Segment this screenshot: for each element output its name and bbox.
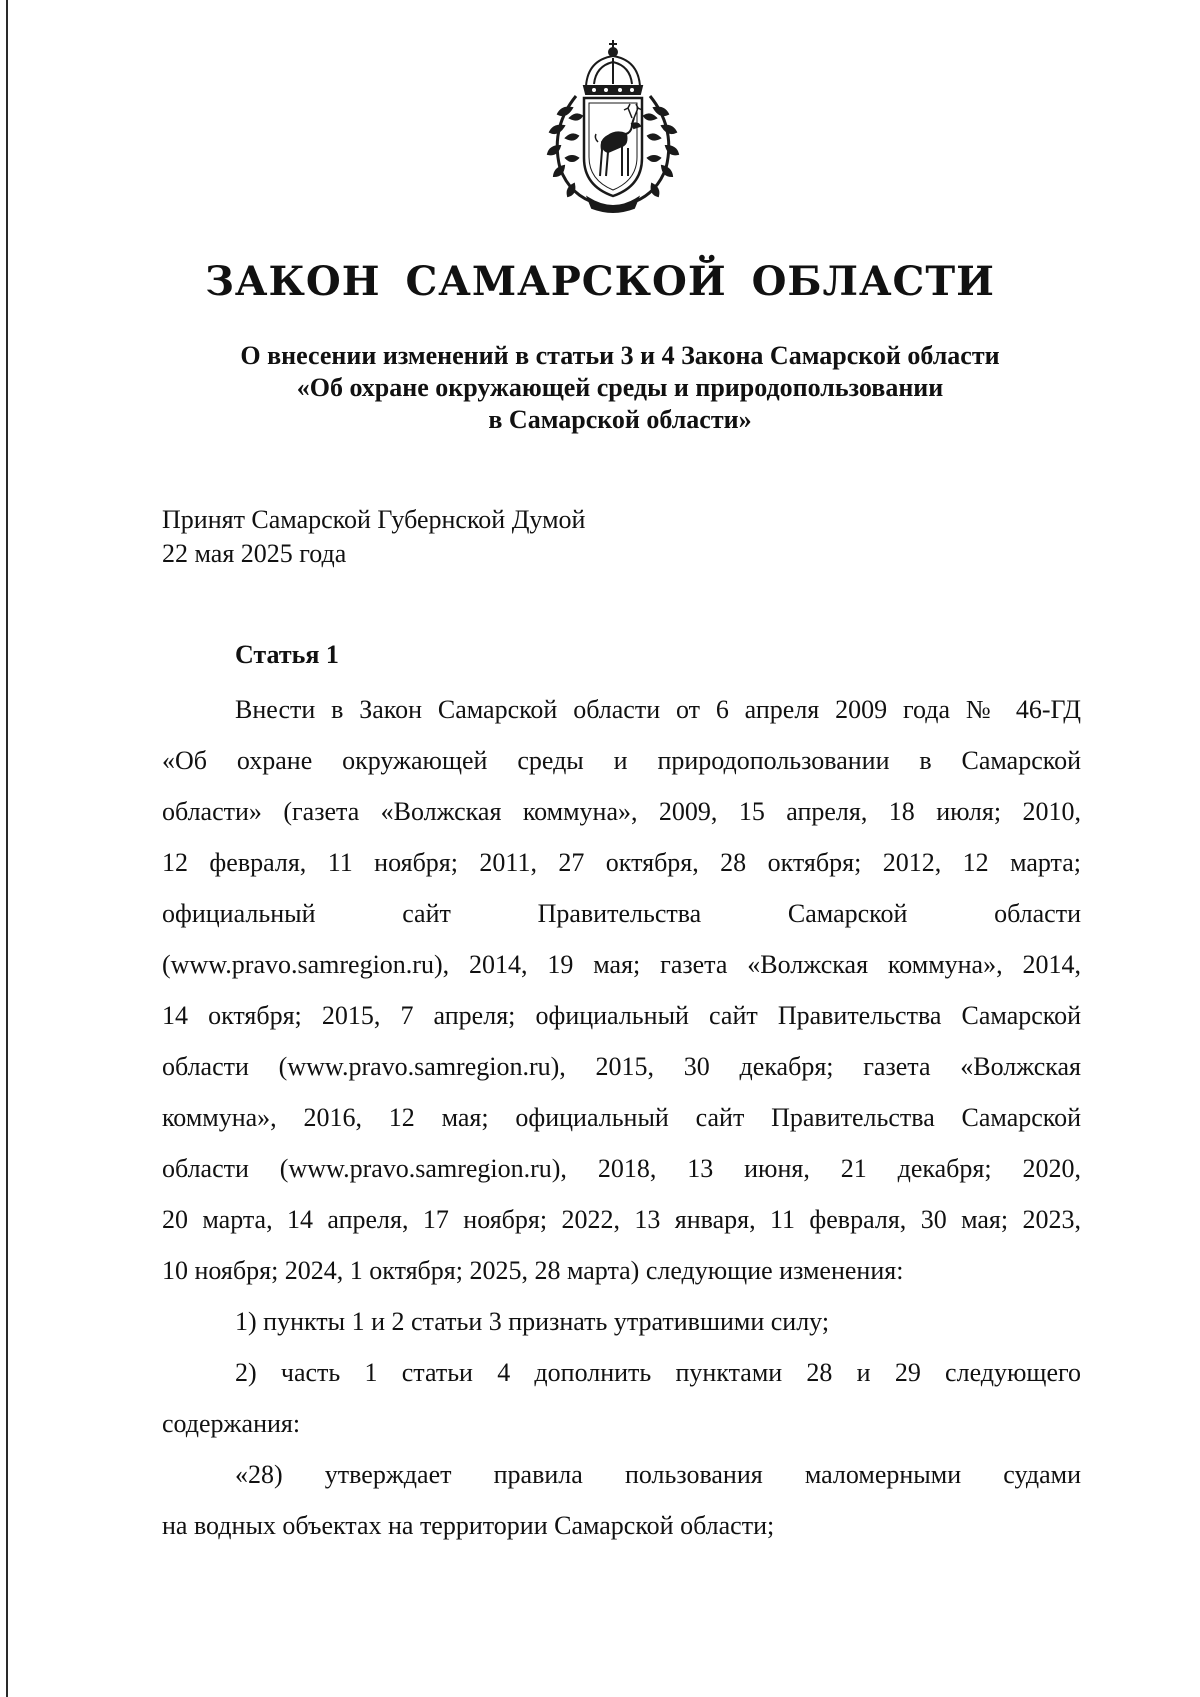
quoted-item: «28) утверждает правила пользования маломерными судами: [235, 1460, 1081, 1489]
scan-page-edge: [6, 0, 8, 1697]
samara-coat-of-arms-emblem: [536, 38, 690, 214]
list-item: 1) пункты 1 и 2 статьи 3 признать утратившими силу;: [235, 1307, 830, 1336]
subtitle-line: в Самарской области»: [488, 405, 752, 434]
adoption-body: Принят Самарской Губернской Думой: [162, 505, 586, 534]
article-heading: Статья 1: [235, 640, 339, 669]
body-line: (www.pravo.samregion.ru), 2014, 19 мая; газета «Волжская коммуна», 2014,: [162, 950, 1081, 979]
law-subtitle: [160, 340, 1080, 436]
body-line: официальный сайт Правительства Самарской области: [162, 899, 1081, 928]
body-line: содержания:: [162, 1409, 301, 1438]
body-line: 12 февраля, 11 ноября; 2011, 27 октября, 28 октября; 2012, 12 марта;: [162, 848, 1081, 877]
body-line: Внести в Закон Самарской области от 6 апреля 2009 года № 46-ГД: [235, 695, 1081, 724]
list-item: 2) часть 1 статьи 4 дополнить пунктами 28 и 29 следующего: [235, 1358, 1081, 1387]
body-line: 14 октября; 2015, 7 апреля; официальный сайт Правительства Самарской: [162, 1001, 1081, 1030]
body-line: области (www.pravo.samregion.ru), 2018, 13 июня, 21 декабря; 2020,: [162, 1154, 1081, 1183]
body-line: области» (газета «Волжская коммуна», 2009, 15 апреля, 18 июля; 2010,: [162, 797, 1081, 826]
body-line: области (www.pravo.samregion.ru), 2015, 30 декабря; газета «Волжская: [162, 1052, 1081, 1081]
adoption-date: 22 мая 2025 года: [162, 539, 347, 568]
subtitle-line: «Об охране окружающей среды и природопользовании: [296, 373, 944, 402]
body-line: «Об охране окружающей среды и природопользовании в Самарской: [162, 746, 1081, 775]
body-line: 20 марта, 14 апреля, 17 ноября; 2022, 13 января, 11 февраля, 30 мая; 2023,: [162, 1205, 1081, 1234]
article-body: [162, 684, 1081, 1551]
body-line: на водных объектах на территории Самарской области;: [162, 1511, 775, 1540]
adoption-note: [162, 503, 585, 571]
body-line: коммуна», 2016, 12 мая; официальный сайт Правительства Самарской: [162, 1103, 1081, 1132]
body-line: 10 ноября; 2024, 1 октября; 2025, 28 марта) следующие изменения:: [162, 1256, 904, 1285]
law-title: ЗАКОН САМАРСКОЙ ОБЛАСТИ: [205, 258, 995, 305]
subtitle-line: О внесении изменений в статьи 3 и 4 Закона Самарской области: [240, 341, 1000, 370]
